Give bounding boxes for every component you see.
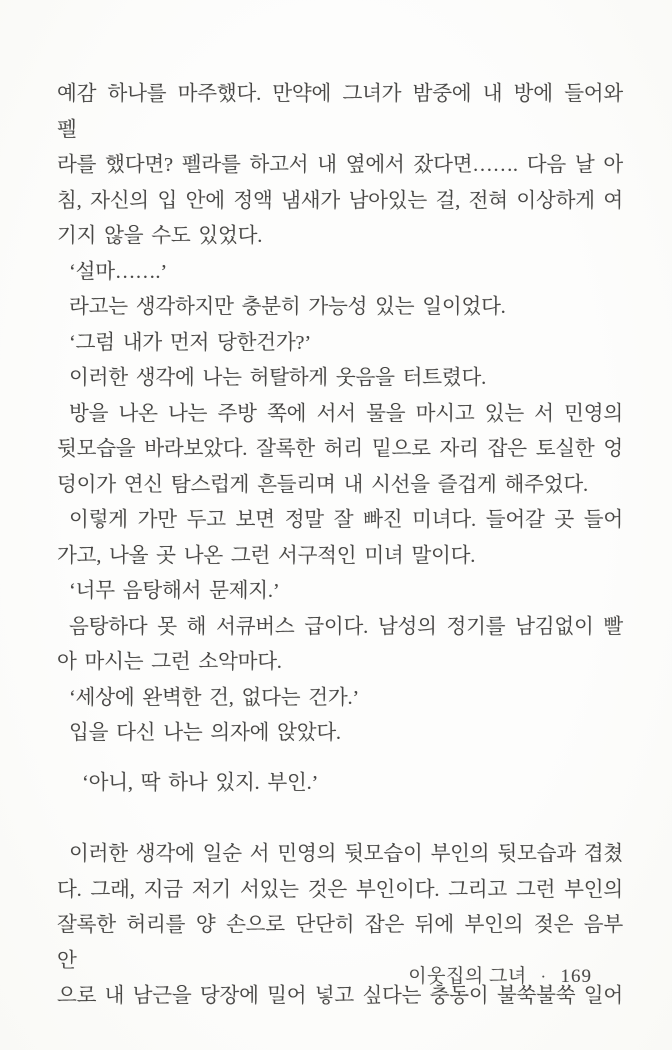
text-line: 라를 했다면? 펠라를 하고서 내 옆에서 잤다면……. 다음 날 아: [57, 154, 623, 176]
text-line: 가고, 나올 곳 나온 그런 서구적인 미녀 말이다.: [57, 544, 476, 567]
text-line: ‘세상에 완벽한 건, 없다는 건가.’: [69, 686, 360, 709]
text-line: 이렇게 가만 두고 보면 정말 잘 빠진 미녀다. 들어갈 곳 들어: [69, 509, 623, 531]
text-line: 방을 나온 나는 주방 쪽에 서서 물을 마시고 있는 서 민영의: [69, 402, 623, 425]
text-line: 입을 다신 나는 의자에 앉았다.: [69, 722, 341, 744]
text-line: 기지 않을 수도 있었다.: [57, 225, 263, 247]
footer-book-title: 이웃집의 그녀: [408, 966, 527, 987]
text-line: 이러한 생각에 일순 서 민영의 뒷모습이 부인의 뒷모습과 겹쳤: [69, 843, 623, 865]
text-line-quote: ‘아니, 딱 하나 있지. 부인.’: [82, 771, 319, 794]
text-line: ‘그럼 내가 먼저 당한건가?’: [69, 331, 311, 354]
text-line: ‘너무 음탕해서 문제지.’: [69, 580, 280, 602]
page-footer: [408, 963, 592, 992]
text-line: 이러한 생각에 나는 허탈하게 웃음을 터트렸다.: [69, 367, 487, 389]
text-line: 음탕하다 못 해 서큐버스 급이다. 남성의 정기를 남김없이 빨: [69, 615, 623, 638]
text-line: 아 마시는 그런 소악마다.: [57, 651, 282, 673]
text-line: 예감 하나를 마주했다. 만약에 그녀가 밤중에 내 방에 들어와 펠: [57, 83, 623, 141]
text-line: 다. 그래, 지금 저기 서있는 것은 부인이다. 그리고 그런 부인의: [57, 878, 623, 901]
text-line: ‘설마…….’: [69, 260, 167, 283]
text-line: 라고는 생각하지만 충분히 가능성 있는 일이었다.: [69, 296, 506, 318]
text-line: 덩이가 연신 탐스럽게 흔들리며 내 시선을 즐겁게 해주었다.: [57, 473, 588, 496]
footer-page-number: 169: [560, 966, 592, 987]
text-line: 뒷모습을 바라보았다. 잘록한 허리 밑으로 자리 잡은 토실한 엉: [57, 438, 623, 460]
page-body-text: [57, 77, 623, 1015]
footer-separator: ·: [540, 969, 547, 986]
text-line: 잘록한 허리를 양 손으로 단단히 잡은 뒤에 부인의 젖은 음부 안: [57, 914, 623, 972]
text-line: 으로 내 남근을 당장에 밀어 넣고 싶다는 충동이 불쑥불쑥 일어: [57, 985, 623, 1007]
text-line: 침, 자신의 입 안에 정액 냄새가 남아있는 걸, 전혀 이상하게 여: [57, 189, 623, 212]
